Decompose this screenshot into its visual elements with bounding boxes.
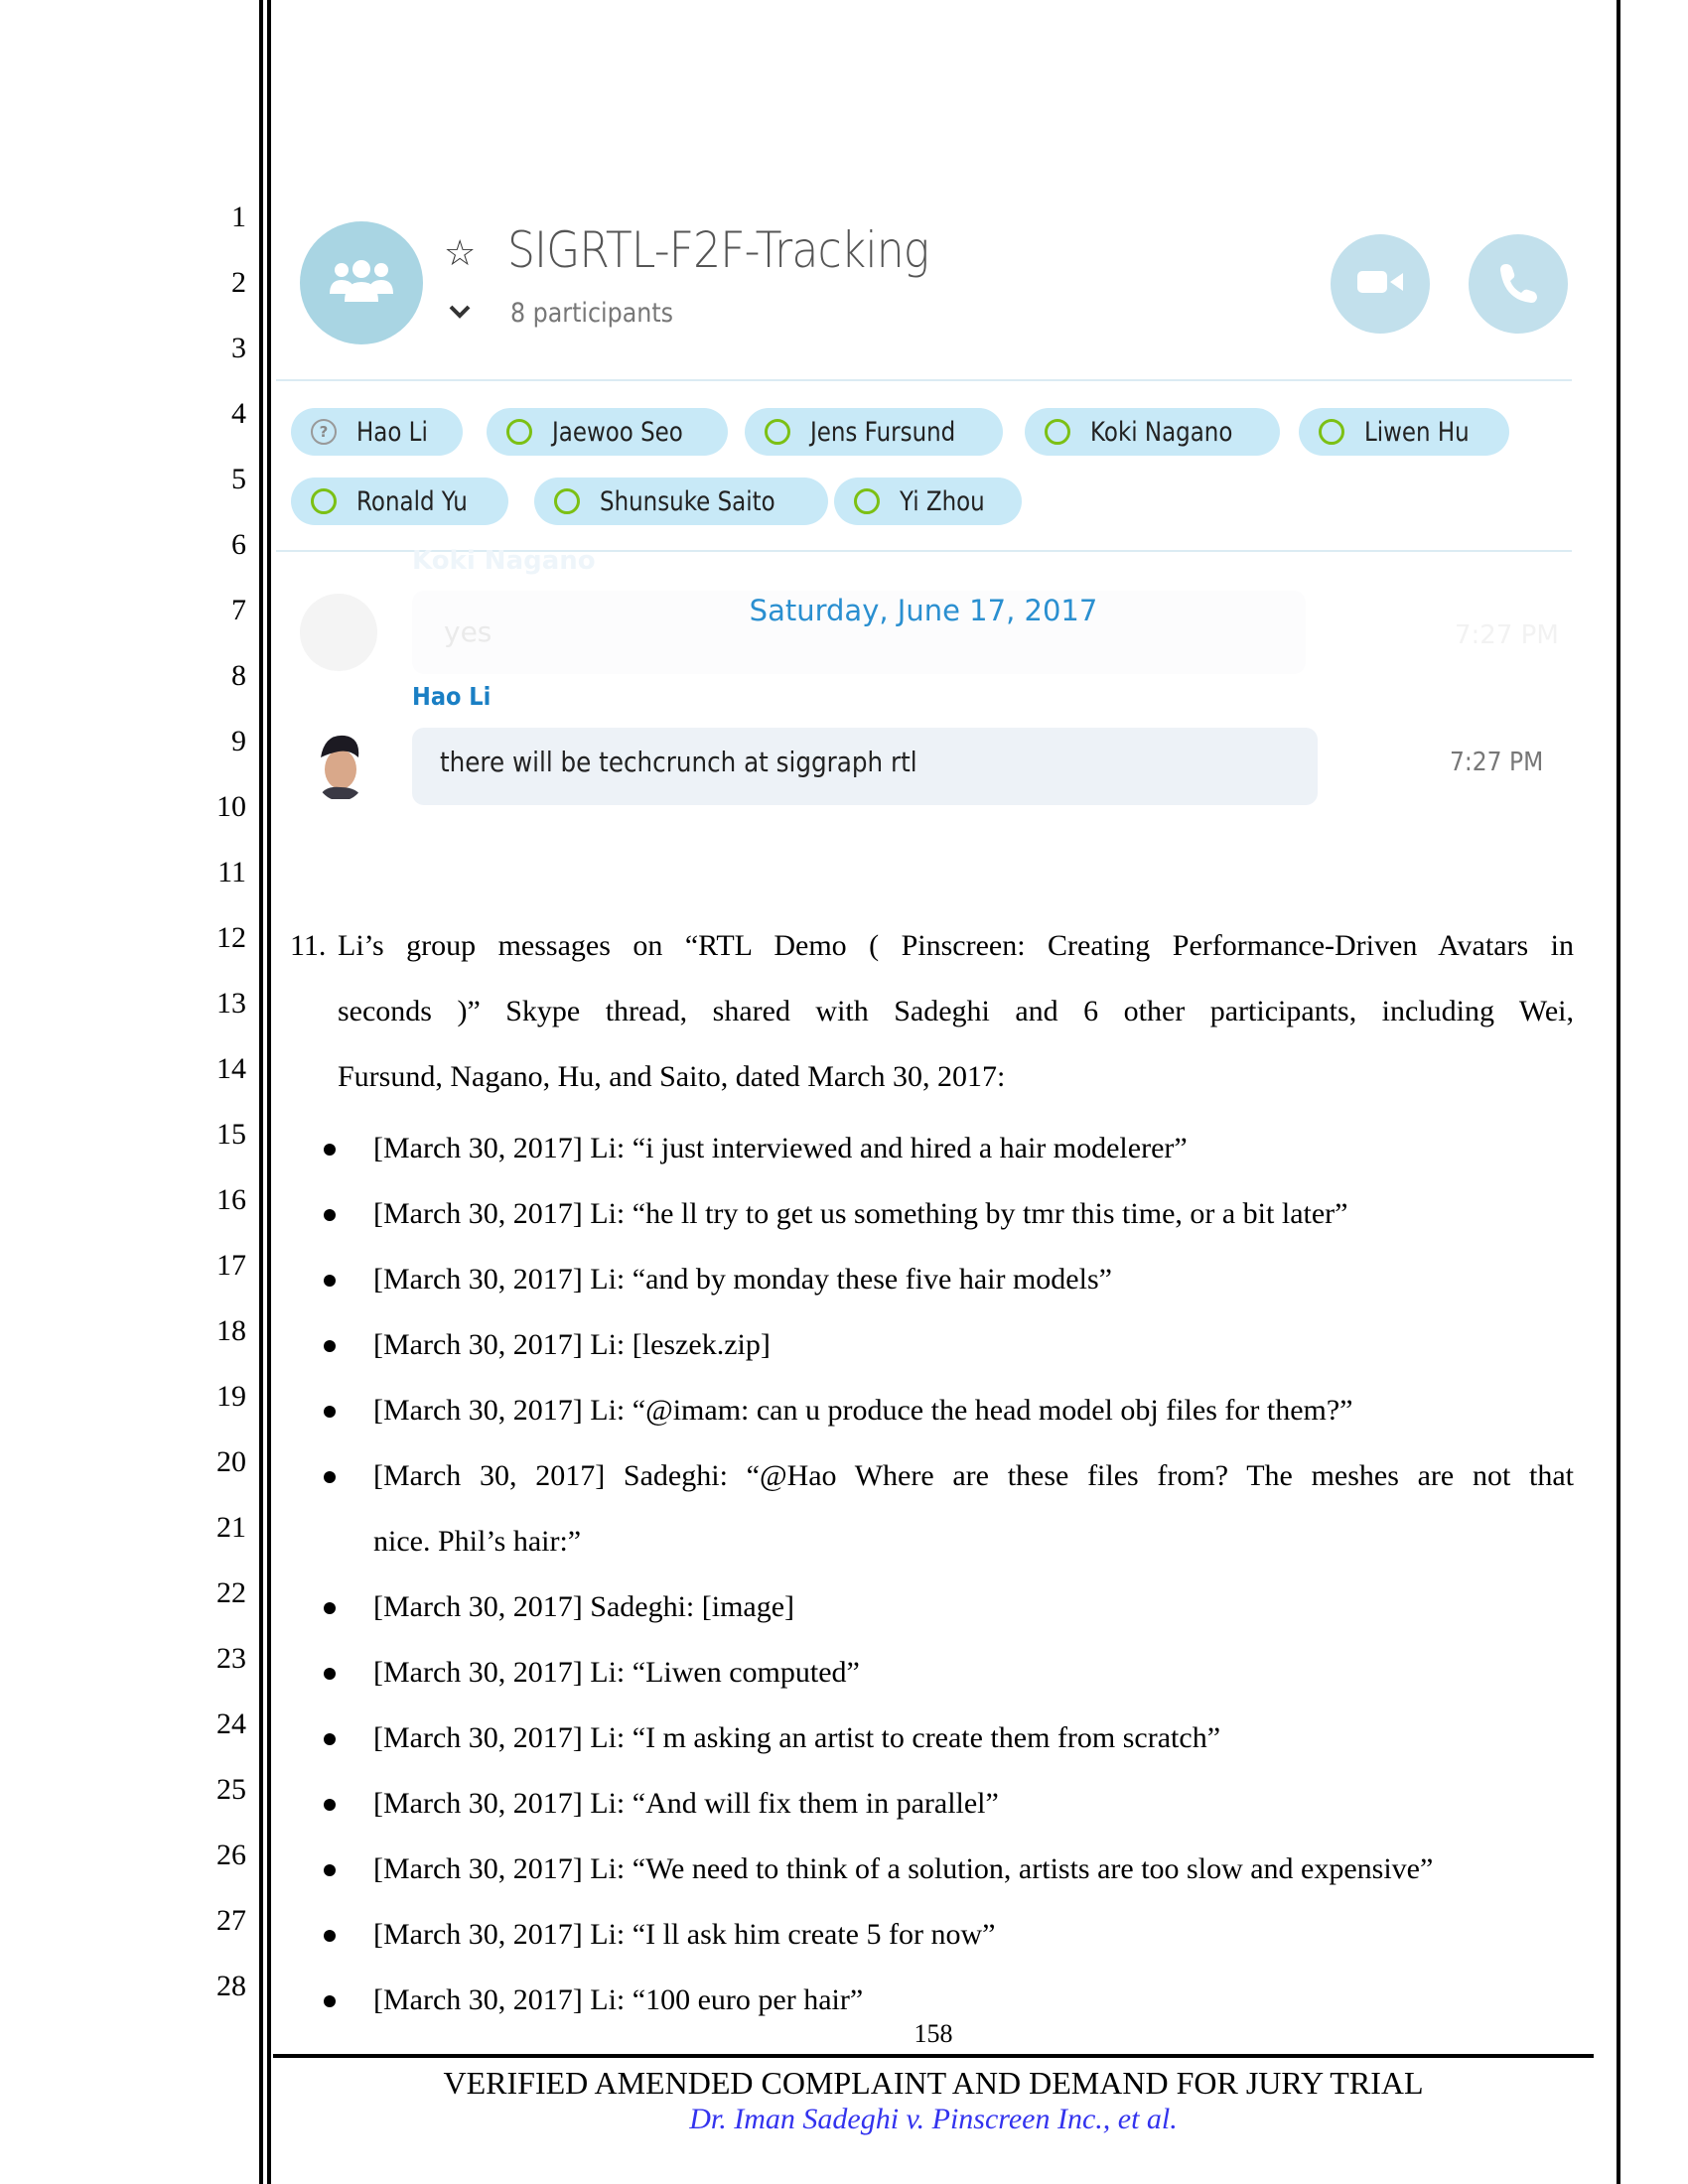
line-number: 25: [216, 1773, 246, 1806]
line-number: 10: [216, 790, 246, 823]
participant-name: Yi Zhou: [900, 485, 985, 517]
phone-icon: [1496, 260, 1540, 308]
line-number: 15: [216, 1118, 246, 1151]
status-online-icon: [854, 488, 880, 514]
participant-chip[interactable]: [1025, 408, 1280, 456]
list-item: [March 30, 2017] Li: “he ll try to get us something by tmr this time, or a bit later”: [373, 1197, 1348, 1230]
participant-name: Jens Fursund: [810, 416, 956, 448]
list-item: [March 30, 2017] Li: “and by monday these five hair models”: [373, 1263, 1112, 1296]
list-item: [March 30, 2017] Li: “@imam: can u produce the head model obj files for them?”: [373, 1394, 1353, 1427]
left-margin-rule-inner: [267, 0, 271, 2184]
status-online-icon: [765, 419, 790, 445]
group-avatar: [300, 221, 423, 344]
list-item: [March 30, 2017] Sadeghi: [image]: [373, 1590, 795, 1623]
video-camera-icon: [1355, 267, 1405, 301]
line-number: 22: [216, 1576, 246, 1609]
participant-chip[interactable]: [1299, 408, 1509, 456]
participant-name: Hao Li: [356, 416, 428, 448]
skype-conversation-screenshot: [273, 199, 1584, 834]
line-number: 24: [216, 1707, 246, 1740]
footer-title: VERIFIED AMENDED COMPLAINT AND DEMAND FOR JURY TRIAL: [443, 2065, 1424, 2101]
status-online-icon: [1045, 419, 1070, 445]
participant-chip[interactable]: [534, 478, 828, 525]
star-outline-icon[interactable]: ☆: [444, 233, 477, 274]
line-number: 18: [216, 1314, 246, 1347]
status-online-icon: [1319, 419, 1344, 445]
avatar[interactable]: [313, 730, 368, 801]
participant-name: Ronald Yu: [356, 485, 468, 517]
faded-message-time: 7:27 PM: [1455, 620, 1559, 650]
bullet-icon: [324, 1799, 336, 1811]
status-online-icon: [506, 419, 532, 445]
line-number: 6: [231, 528, 246, 561]
line-number: 13: [216, 987, 246, 1020]
line-number: 16: [216, 1183, 246, 1216]
line-number: 2: [231, 266, 246, 299]
bullet-icon: [324, 1340, 336, 1352]
line-number: 27: [216, 1904, 246, 1937]
line-number: 14: [216, 1052, 246, 1085]
list-item: [March 30, 2017] Li: “i just interviewed and hired a hair modelerer”: [373, 1132, 1188, 1164]
line-number: 23: [216, 1642, 246, 1675]
list-item: [March 30, 2017] Li: “100 euro per hair”: [373, 1983, 864, 2016]
list-item: [March 30, 2017] Li: “Liwen computed”: [373, 1656, 860, 1689]
footer-case-caption: Dr. Iman Sadeghi v. Pinscreen Inc., et al.: [689, 2103, 1178, 2135]
line-number: 12: [216, 921, 246, 954]
video-call-button[interactable]: [1331, 234, 1430, 334]
chevron-down-icon[interactable]: [449, 298, 471, 326]
line-number: 20: [216, 1445, 246, 1478]
bullet-icon: [324, 1733, 336, 1745]
footer-rule: [273, 2054, 1594, 2058]
list-item: [March 30, 2017] Sadeghi: “@Hao Where are these files from? The meshes are not that: [373, 1459, 1574, 1492]
participants-count[interactable]: 8 participants: [510, 298, 674, 329]
line-number: 11: [217, 856, 246, 888]
status-online-icon: [311, 488, 337, 514]
bullet-icon: [324, 1995, 336, 2007]
message-text: there will be techcrunch at siggraph rtl: [440, 746, 917, 778]
message-time: 7:27 PM: [1450, 748, 1544, 777]
list-item: [March 30, 2017] Li: “I m asking an artist to create them from scratch”: [373, 1721, 1221, 1754]
message-sender[interactable]: Hao Li: [412, 682, 492, 711]
bullet-icon: [324, 1406, 336, 1418]
participant-chip[interactable]: [745, 408, 1003, 456]
bullet-icon: [324, 1471, 336, 1483]
line-number: 4: [231, 397, 246, 430]
header-divider: [276, 379, 1572, 381]
date-separator: Saturday, June 17, 2017: [749, 594, 1098, 627]
list-item: [March 30, 2017] Li: “I ll ask him create 5 for now”: [373, 1918, 996, 1951]
bullet-icon: [324, 1668, 336, 1680]
right-margin-rule: [1617, 0, 1620, 2184]
line-number: 5: [231, 463, 246, 495]
line-number: 3: [231, 332, 246, 364]
paragraph-line: seconds )” Skype thread, shared with Sadeghi and 6 other participants, including Wei,: [338, 995, 1574, 1027]
bullet-icon: [324, 1602, 336, 1614]
line-number: 7: [231, 594, 246, 626]
participant-name: Liwen Hu: [1364, 416, 1470, 448]
bullet-icon: [324, 1275, 336, 1287]
faded-sender-name: Koki Nagano: [412, 546, 596, 576]
line-number: 1: [231, 201, 246, 233]
participant-name: Jaewoo Seo: [552, 416, 683, 448]
paragraph-line: Fursund, Nagano, Hu, and Saito, dated March 30, 2017:: [338, 1060, 1006, 1093]
list-item: [March 30, 2017] Li: “And will fix them in parallel”: [373, 1787, 999, 1820]
page-number: 158: [914, 2019, 953, 2048]
line-number: 19: [216, 1380, 246, 1413]
line-number: 9: [231, 725, 246, 757]
left-margin-rule-outer: [259, 0, 263, 2184]
conversation-title: SIGRTL-F2F-Tracking: [507, 221, 929, 279]
list-item-continuation: nice. Phil’s hair:”: [373, 1525, 582, 1558]
paragraph-line: Li’s group messages on “RTL Demo ( Pinscreen: Creating Performance-Driven Avatars in: [338, 929, 1574, 962]
participant-name: Shunsuke Saito: [600, 485, 775, 517]
participant-chip[interactable]: [291, 478, 508, 525]
participant-chip[interactable]: [834, 478, 1022, 525]
audio-call-button[interactable]: [1469, 234, 1568, 334]
line-number: 17: [216, 1249, 246, 1282]
participant-chip[interactable]: [487, 408, 728, 456]
bullet-icon: [324, 1144, 336, 1156]
line-number: 21: [216, 1511, 246, 1544]
bullet-icon: [324, 1930, 336, 1942]
line-number: 28: [216, 1970, 246, 2002]
bullet-icon: [324, 1209, 336, 1221]
participant-chip[interactable]: [291, 408, 463, 456]
line-number: 8: [231, 659, 246, 692]
paragraph-number: 11.: [290, 929, 327, 962]
line-number: 26: [216, 1839, 246, 1871]
status-unknown-icon: ?: [311, 419, 337, 445]
faded-message-text: yes: [444, 615, 492, 648]
bullet-icon: [324, 1864, 336, 1876]
list-item: [March 30, 2017] Li: [leszek.zip]: [373, 1328, 771, 1361]
status-online-icon: [554, 488, 580, 514]
participant-name: Koki Nagano: [1090, 416, 1233, 448]
list-item: [March 30, 2017] Li: “We need to think of a solution, artists are too slow and expensive”: [373, 1852, 1434, 1885]
group-people-icon: [327, 256, 396, 310]
